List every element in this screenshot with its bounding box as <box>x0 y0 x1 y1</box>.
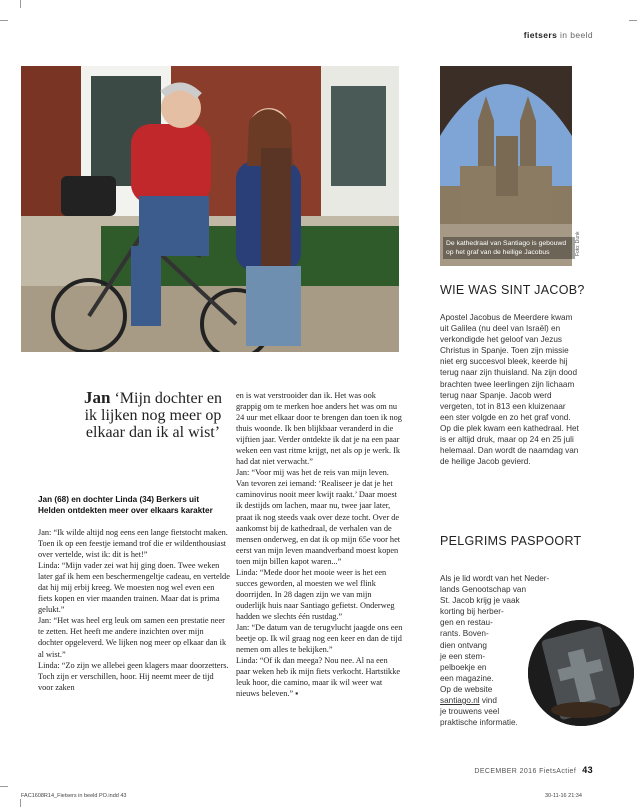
text-line: rants. Boven- <box>440 629 489 639</box>
crop-mark <box>0 786 8 787</box>
photo-credit: Foto: Dunk <box>575 231 581 256</box>
text-fragment: vind <box>479 696 497 706</box>
issue-label: DECEMBER 2016 FietsActief <box>474 768 577 775</box>
section-subname: in beeld <box>560 30 593 40</box>
crop-mark <box>20 0 21 8</box>
crop-mark <box>0 20 8 21</box>
sidebar-heading-paspoort: PELGRIMS PASPOORT <box>440 534 582 548</box>
paragraph: Jan: “Het was heel erg leuk om samen een prestatie neer te zetten. Het heeft me andere inzichten over mijn dochter opgeleverd. We lijken nog meer op elkaar dan ik al wist.” <box>38 616 227 659</box>
print-slug-filename: FAC1608R14_Fietsers in beeld PO.indd 43 <box>21 793 127 799</box>
tandem-photo <box>21 66 399 352</box>
paragraph: Linda: “Mede door het mooie weer is het een succes geworden, al moesten we wel flink doorrijden. In 28 dagen zijn we van mijn ouderlijk huis naar Santiago gefietst. Onderweg hadden we slechts één rustdag.” <box>236 567 395 621</box>
pull-quote-text: ‘Mijn dochter en ik lijken nog meer op elkaar dan ik al wist’ <box>84 390 222 441</box>
text-line: St. Jacob krijg je vaak <box>440 596 520 606</box>
text-line: dien ontvang <box>440 640 487 650</box>
text-line: praktische informatie. <box>440 718 518 728</box>
section-header <box>524 30 593 40</box>
section-name: fietsers <box>523 30 558 40</box>
pilgrim-passport-image <box>528 620 634 726</box>
paragraph: Jan: “Ik wilde altijd nog eens een lange fietstocht maken. Toen ik op een feestje iemand trof die er wildenthousiast over vertelde, wist ik: dit is het!” <box>38 528 228 560</box>
article-intro: Jan (68) en dochter Linda (34) Berkers uit Helden ontdekten meer over elkaars karakter <box>38 495 213 515</box>
text-line: korting bij herber- <box>440 607 504 617</box>
crop-mark <box>20 799 21 807</box>
crop-mark <box>629 20 637 21</box>
text-line: lands Genootschap van <box>440 585 527 595</box>
page-number: 43 <box>582 765 593 775</box>
text-line: Als je lid wordt van het Neder- <box>440 574 550 583</box>
sidebar-text-sint-jacob: Apostel Jacobus de Meerdere kwam uit Galilea (nu deel van Israël) en verkondigde het geloof van Jezus Christus in Spanje. Toen zijn missie niet erg succesvol bleek, keerde hij terug naar zijn thuisland. Na zijn dood brachten twee leerlingen zijn lichaam terug naar Spanje. Jacob werd vergeten, tot in 813 een kluizenaar een ster volgde en zo het graf vond. Op die plek kwam een kathedraal. Het is er altijd druk, maar op 24 en 25 juli helemaal. Dan wordt de naamdag van de heilige Jacob gevierd. <box>440 313 579 467</box>
paragraph: Linda: “Mijn vader zei wat hij ging doen. Twee weken later gaf ik hem een beschermengeltje cadeau, en vertelde dat hij mij erbij kreeg. We moesten nog wel even een fiets kopen en vier maanden trainen. Maar dat is prima gelukt.” <box>38 561 230 615</box>
text-line: pelboekje en <box>440 662 487 672</box>
paragraph: Jan: “De datum van de terugvlucht jaagde ons een beetje op. Ik wil graag nog een keer en dan de tijd nemen om alles te bekijken.” <box>236 622 403 655</box>
text-line: je trouwens veel <box>440 707 500 717</box>
website-link[interactable]: santiago.nl <box>440 696 480 706</box>
photo-caption: De kathedraal van Santiago is gebouwd op het graf van de heilige Jacobus <box>443 237 575 259</box>
paragraph: en is wat verstrooider dan ik. Het was ook grappig om te merken hoe anders het was om nu 24 uur met elkaar door te brengen dan toen ik nog thuis woonde. Ik ben blijkbaar veranderd in die vijftien jaar. Verder ontdekte ik dat je na een paar weken een vast ritme krijgt, net als op je werk. Ik had dat niet verwacht.” <box>236 391 402 467</box>
article-column-2 <box>236 390 403 699</box>
article-column-1 <box>38 527 230 693</box>
pull-quote <box>78 389 228 441</box>
text-line: Op de website <box>440 684 493 694</box>
text-line: een magazine. <box>440 673 494 683</box>
paragraph: Linda: “Zo zijn we allebei geen klagers maar doorzetters. Toch zijn er verschillen, hoor. Hij neemt meer de tijd voor zaken <box>38 660 229 692</box>
text-line: gen en restau- <box>440 618 493 628</box>
paragraph: Jan: “Voor mij was het de reis van mijn leven. Van tevoren zei iemand: ‘Realiseer je dat je het caminovirus nooit meer kwijt raakt.’ Daar moest ik destijds om lachen, maar nu, twee jaar later, praat ik nog steeds vaak over deze tocht. Over de aankomst bij de kathedraal, de verhalen van de mensen onderweg, en dat ik op mijn 65e voor het eerst van mijn leven maandverband moest kopen toen mijn billen kapot waren...” <box>236 468 401 566</box>
page-footer <box>474 765 593 775</box>
sidebar-heading-sint-jacob: WIE WAS SINT JACOB? <box>440 283 585 297</box>
paragraph: Linda: “Of ik dan meega? Nou nee. Al na een paar weken heb ik mijn fiets verkocht. Hartstikke leuk hoor, die camino, maar ik wil weer wat nieuws beleven.” ▪ <box>236 656 401 699</box>
text-line: je een stem- <box>440 651 486 661</box>
print-slug-date: 30-11-16 21:34 <box>545 793 582 799</box>
cathedral-photo <box>440 66 572 266</box>
pull-quote-name: Jan <box>84 388 111 407</box>
